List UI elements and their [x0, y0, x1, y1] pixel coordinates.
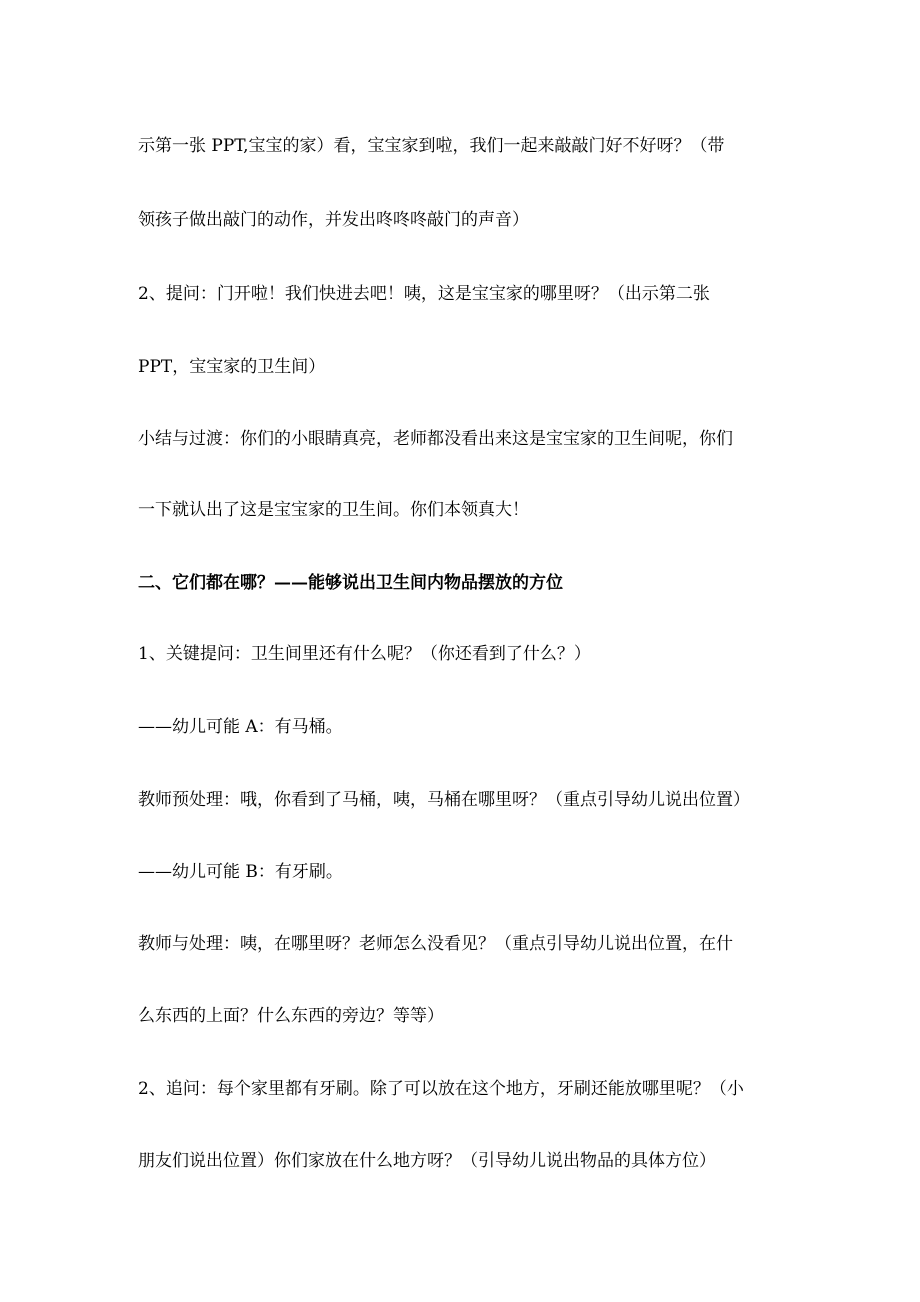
paragraph-line: PPT，宝宝家的卫生间） — [138, 357, 326, 377]
paragraph-line: 么东西的上面？什么东西的旁边？等等） — [138, 1006, 444, 1026]
paragraph-line: 2、追问：每个家里都有牙刷。除了可以放在这个地方，牙刷还能放哪里呢？（小 — [138, 1079, 744, 1099]
section-heading: 二、它们都在哪？——能够说出卫生间内物品摆放的方位 — [138, 573, 563, 593]
paragraph-line: 2、提问：门开啦！我们快进去吧！咦，这是宝宝家的哪里呀？（出示第二张 — [138, 284, 710, 304]
paragraph-line: 领孩子做出敲门的动作，并发出咚咚咚敲门的声音） — [138, 210, 529, 230]
paragraph-line: 一下就认出了这是宝宝家的卫生间。你们本领真大！ — [138, 500, 529, 520]
paragraph-line: ——幼儿可能 A：有马桶。 — [138, 717, 343, 737]
paragraph-line: 教师与处理：咦，在哪里呀？老师怎么没看见？（重点引导幼儿说出位置，在什 — [138, 934, 733, 954]
paragraph-line: ——幼儿可能 B：有牙刷。 — [138, 862, 343, 882]
paragraph-line: 示第一张 PPT,宝宝的家）看，宝宝家到啦，我们一起来敲敲门好不好呀？（带 — [138, 136, 725, 156]
paragraph-line: 小结与过渡：你们的小眼睛真亮，老师都没看出来这是宝宝家的卫生间呢，你们 — [138, 429, 733, 449]
paragraph-line: 朋友们说出位置）你们家放在什么地方呀？（引导幼儿说出物品的具体方位） — [138, 1151, 716, 1171]
paragraph-line: 1、关键提问：卫生间里还有什么呢？（你还看到了什么？） — [138, 644, 591, 664]
paragraph-line: 教师预处理：哦，你看到了马桶，咦，马桶在哪里呀？（重点引导幼儿说出位置） — [138, 790, 750, 810]
